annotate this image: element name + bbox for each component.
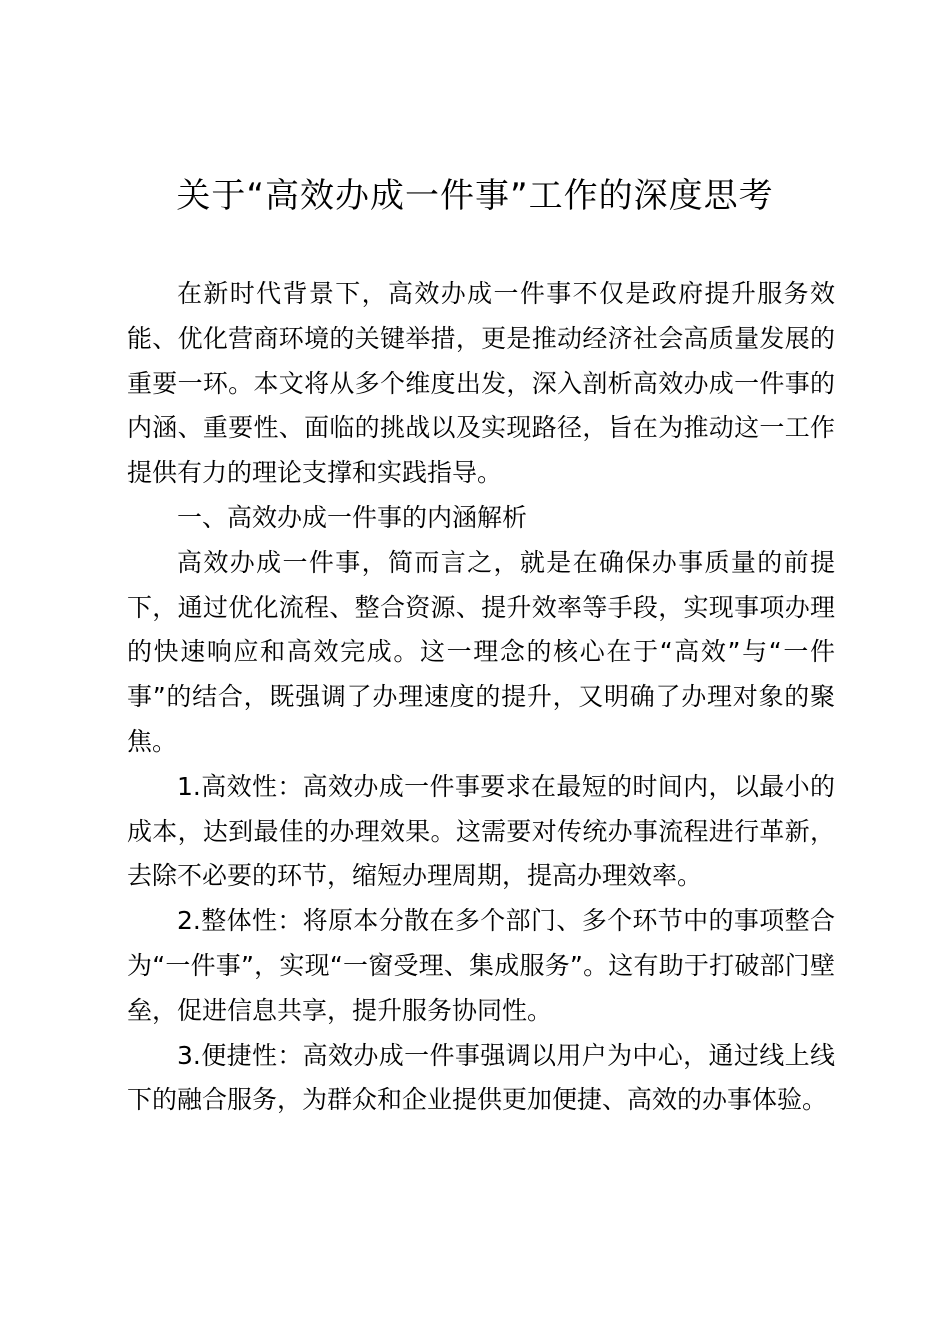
section-heading: 一、高效办成一件事的内涵解析 bbox=[177, 502, 528, 532]
section-paragraph: 高效办成一件事，简而言之，就是在确保办事质量的前提下，通过优化流程、整合资源、提升效率等手段，实现事项办理的快速响应和高效完成。这一理念的核心在于“高效”与“一件事”的结合，既强调了办理速度的提升，又明确了办理对象的聚焦。 bbox=[127, 547, 835, 756]
point-efficiency: 1.高效性：高效办成一件事要求在最短的时间内，以最小的成本，达到最佳的办理效果。这需要对传统办事流程进行革新，去除不必要的环节，缩短办理周期，提高办理效率。 bbox=[127, 771, 835, 891]
point-convenience: 3.便捷性：高效办成一件事强调以用户为中心，通过线上线下的融合服务，为群众和企业提供更加便捷、高效的办事体验。 bbox=[127, 1040, 835, 1115]
point-integration: 2.整体性：将原本分散在多个部门、多个环节中的事项整合为“一件事”，实现“一窗受理、集成服务”。这有助于打破部门壁垒，促进信息共享，提升服务协同性。 bbox=[127, 906, 835, 1025]
document-title: 关于“高效办成一件事”工作的深度思考 bbox=[176, 176, 774, 216]
intro-paragraph: 在新时代背景下，高效办成一件事不仅是政府提升服务效能、优化营商环境的关键举措，更是推动经济社会高质量发展的重要一环。本文将从多个维度出发，深入剖析高效办成一件事的内涵、重要性、面临的挑战以及实现路径，旨在为推动这一工作提供有力的理论支撑和实践指导。 bbox=[127, 279, 835, 488]
document-body bbox=[127, 272, 835, 1123]
